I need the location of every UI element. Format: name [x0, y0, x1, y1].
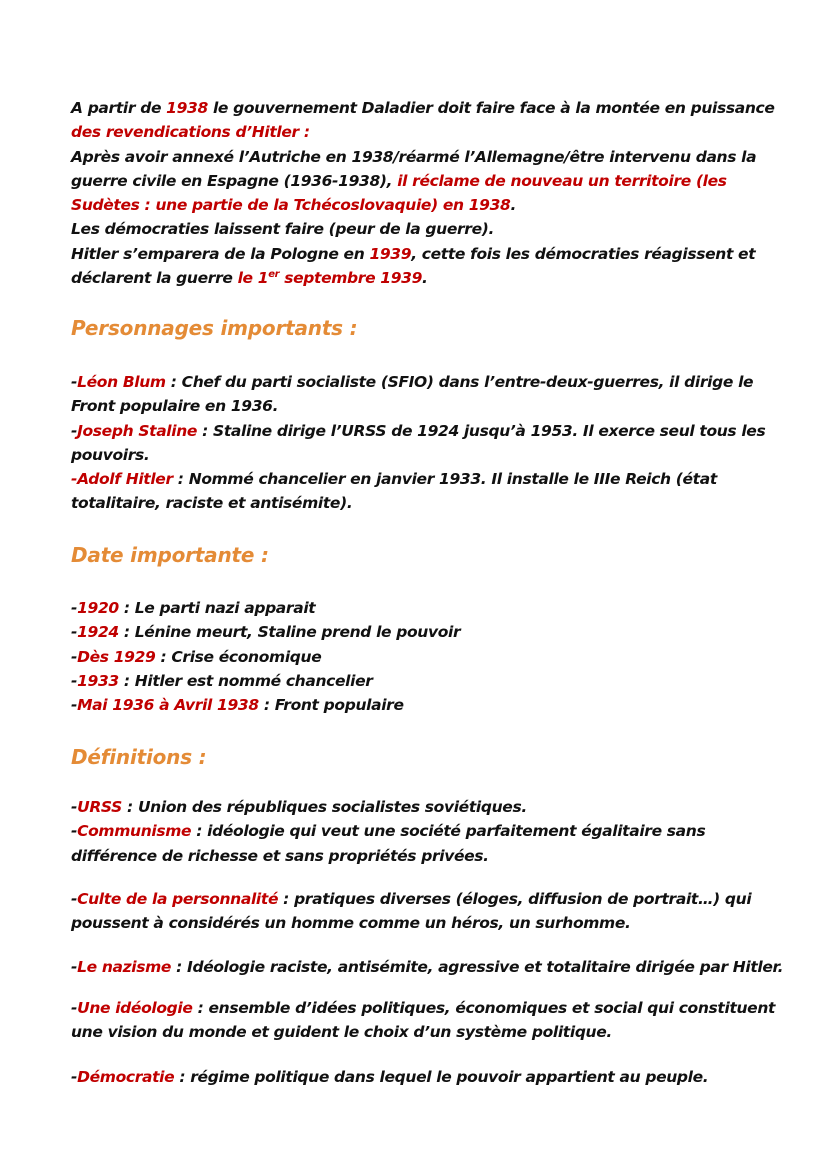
date-desc: : Hitler est nommé chancelier	[118, 671, 373, 690]
definition-text: : ensemble d’idées politiques, économiques et social qui constituent	[192, 999, 776, 1017]
dates-list	[71, 596, 771, 717]
person-desc: : Chef du parti socialiste (SFIO) dans l’entre-deux-guerres, il dirige le	[165, 373, 754, 391]
definition-nazisme-block	[71, 955, 784, 979]
dash: -	[71, 1068, 78, 1086]
definition-urss	[71, 795, 771, 819]
definition-text: : Union des républiques socialistes soviétiques.	[122, 798, 527, 816]
person-desc: : Staline dirige l’URSS de 1924 jusqu’à 1953. Il exerce seul tous les	[197, 421, 766, 440]
definition-term: Une idéologie	[77, 999, 193, 1017]
intro-text: Hitler s’emparera de la Pologne en	[71, 244, 370, 263]
war-date	[238, 269, 422, 287]
dash: -	[71, 421, 78, 440]
dates-heading: Date importante :	[71, 543, 269, 567]
year-1939: 1939	[369, 244, 412, 263]
person-staline	[71, 419, 771, 443]
person-name: Joseph Staline	[77, 421, 198, 440]
date-value: 1933	[77, 671, 119, 690]
dash: -	[71, 373, 78, 391]
definition-nazisme	[71, 955, 784, 979]
intro-text: le gouvernement Daladier doit faire face à la montée en puissance	[207, 99, 775, 117]
intro-line-5	[71, 193, 771, 217]
intro-line-3: Après avoir annexé l’Autriche en 1938/réarmé l’Allemagne/être intervenu dans la	[71, 147, 757, 166]
person-desc: : Nommé chancelier en janvier 1933. Il installe le IIIe Reich (état	[172, 470, 717, 489]
person-blum	[71, 370, 771, 394]
definition-text: : pratiques diverses (éloges, diffusion de portrait…) qui	[278, 890, 752, 908]
intro-highlight: il réclame de nouveau un territoire (les	[397, 171, 727, 190]
war-date-day: le 1	[237, 269, 269, 288]
date-value: Dès 1929	[77, 647, 156, 666]
date-desc: : Front populaire	[258, 696, 404, 715]
date-value: 1920	[77, 599, 119, 617]
definition-culte-block	[71, 887, 771, 936]
dash: -	[71, 647, 78, 666]
people-list	[71, 370, 771, 516]
definition-communisme-cont: différence de richesse et sans propriétés privées.	[71, 846, 489, 865]
definition-culte	[71, 887, 771, 911]
definition-term: Culte de la personnalité	[77, 890, 279, 908]
intro-line-4	[71, 169, 771, 193]
dash: -	[71, 696, 78, 715]
date-item	[71, 596, 771, 620]
dash: -	[71, 798, 78, 816]
dash: -	[71, 822, 78, 841]
intro-text: A partir de	[71, 99, 167, 117]
dash: -	[71, 890, 78, 908]
dash: -	[71, 599, 78, 617]
war-date-month: septembre 1939	[279, 269, 423, 288]
date-desc: : Crise économique	[155, 647, 322, 666]
definition-term: Démocratie	[77, 1068, 175, 1086]
definition-ideologie-block	[71, 996, 776, 1045]
intro-line-1	[71, 96, 775, 120]
date-desc: : Le parti nazi apparait	[118, 599, 316, 617]
intro-line-2: des revendications d’Hitler :	[71, 123, 310, 142]
definition-democratie-block	[71, 1065, 771, 1089]
intro-text: guerre civile en Espagne (1936-1938),	[71, 171, 398, 190]
person-staline-cont: pouvoirs.	[71, 445, 150, 464]
definition-text: : Idéologie raciste, antisémite, agressive et totalitaire dirigée par Hitler.	[171, 958, 784, 976]
date-value: Mai 1936 à Avril 1938	[77, 696, 259, 715]
person-blum-cont: Front populaire en 1936.	[71, 397, 279, 416]
dash: -	[71, 671, 78, 690]
dash: -	[71, 958, 78, 976]
intro-text: déclarent la guerre	[71, 269, 238, 288]
definition-culte-cont: poussent à considérés un homme comme un héros, un surhomme.	[71, 914, 631, 933]
dash: -	[71, 999, 78, 1017]
dash: -	[71, 623, 78, 642]
definition-term: Communisme	[77, 822, 192, 841]
definition-democratie	[71, 1065, 771, 1089]
date-desc: : Lénine meurt, Staline prend le pouvoir	[118, 623, 461, 642]
person-hitler-cont: totalitaire, raciste et antisémite).	[71, 494, 353, 513]
intro-line-7	[71, 242, 771, 266]
definition-term: URSS	[77, 798, 122, 816]
intro-highlight: Sudètes : une partie de la Tchécoslovaquie) en 1938	[71, 196, 511, 215]
year-1938: 1938	[166, 99, 208, 117]
definition-text: : idéologie qui veut une société parfaitement égalitaire sans	[191, 822, 706, 841]
intro-line-8	[71, 266, 771, 290]
date-item	[71, 645, 771, 669]
intro-text: .	[422, 269, 428, 288]
date-item	[71, 693, 771, 717]
person-name: -Adolf Hitler	[71, 470, 173, 489]
date-item	[71, 620, 771, 644]
date-item	[71, 669, 771, 693]
definition-text: : régime politique dans lequel le pouvoir appartient au peuple.	[174, 1068, 709, 1086]
person-name: Léon Blum	[77, 373, 166, 391]
intro-paragraph	[71, 96, 775, 290]
person-hitler	[71, 467, 771, 491]
definition-term: Le nazisme	[77, 958, 172, 976]
definition-urss-communisme	[71, 795, 771, 868]
definition-ideologie-cont: une vision du monde et guident le choix d’un système politique.	[71, 1023, 612, 1042]
definitions-heading: Définitions :	[71, 745, 207, 769]
war-date-ordinal: er	[268, 268, 280, 280]
intro-text: , cette fois les démocraties réagissent et	[411, 244, 756, 263]
definition-communisme	[71, 819, 771, 843]
definition-ideologie	[71, 996, 776, 1020]
people-heading: Personnages importants :	[71, 316, 358, 340]
date-value: 1924	[77, 623, 119, 642]
intro-line-6: Les démocraties laissent faire (peur de la guerre).	[71, 220, 495, 239]
intro-text: .	[510, 196, 517, 215]
